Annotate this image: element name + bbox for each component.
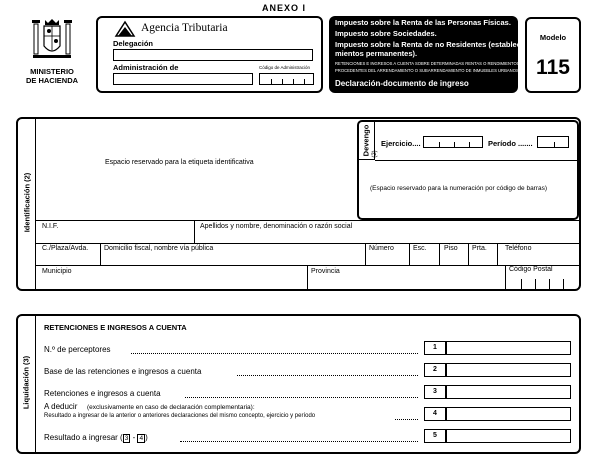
delegacion-field[interactable] [113,49,313,61]
resultado-input[interactable] [446,429,571,443]
devengo-box [357,120,579,220]
administracion-label: Administración de [113,63,179,72]
annex-title: ANEXO I [262,3,307,13]
row4-sublabel: (exclusivamente en caso de declaración complementaria): [87,404,255,411]
row2-label: Base de las retenciones e ingresos a cuenta [44,367,202,376]
box-1-number: 1 [424,341,446,355]
title-line6: PROCEDENTES DEL ARRENDAMIENTO O SUBARRENDAMIENTO DE INMUEBLES URBANOS. [335,68,520,73]
piso-label: Piso [444,245,458,252]
row4-label: A deducir [44,402,78,411]
ministry-line1: MINISTERIO [30,67,74,76]
agency-name: Agencia Tributaria [141,22,228,34]
provincia-label: Provincia [311,268,340,275]
telefono-label: Teléfono [505,245,532,252]
codigo-postal-label: Código Postal [509,266,553,273]
administracion-field[interactable] [113,73,253,85]
apellidos-label: Apellidos y nombre, denominación o razón social [200,223,353,230]
calle-label: C./Plaza/Avda. [42,245,89,252]
row5-label-text: Resultado a ingresar ( [44,433,123,442]
nif-label: N.I.F. [42,223,59,230]
liquidacion-side-label: Liquidación (3) [21,355,31,410]
coat-of-arms-icon [32,16,72,64]
row3-label: Retenciones e ingresos a cuenta [44,389,161,398]
ministry-line2: DE HACIENDA [25,76,79,85]
modelo-box [525,17,581,93]
row5-ref2: 4 [139,435,144,442]
modelo-label: Modelo [539,33,567,42]
codigo-postal-field[interactable] [507,275,577,289]
ejercicio-field[interactable] [423,136,483,148]
prta-label: Prta. [472,245,487,252]
title-line5: RETENCIONES E INGRESOS A CUENTA SOBRE DETERMINADAS RENTAS O RENDIMIENTOS [335,61,520,66]
title-line4: mientos permanentes). [335,49,418,58]
row1-label: N.º de perceptores [44,345,111,354]
liquidacion-heading: RETENCIONES E INGRESOS A CUENTA [44,323,187,332]
row5-mid: - [130,433,138,442]
codigo-administracion-field[interactable] [259,73,314,85]
devengo-label: Devengo [361,124,371,157]
box-5-number: 5 [424,429,446,443]
devengo-note: (2) [372,150,378,158]
label-area-text: Espacio reservado para la etiqueta identificativa [105,159,254,166]
ejercicio-label: Ejercicio.... [381,139,421,148]
apellidos-input[interactable] [197,230,577,241]
periodo-field[interactable] [537,136,569,148]
domicilio-label: Domicilio fiscal, nombre vía pública [104,245,214,252]
retenciones-input[interactable] [446,385,571,399]
row5-ref1: 3 [124,435,129,442]
title-line3: Impuesto sobre la Renta de no Residentes (estableci- [335,40,526,49]
a-deducir-input[interactable] [446,407,571,421]
box-3-number: 3 [424,385,446,399]
row5-label [44,434,148,443]
title-line7: Declaración-documento de ingreso [335,79,469,88]
row5-end: ) [145,433,148,442]
box-4-number: 4 [424,407,446,421]
numero-label: Número [369,245,394,252]
nif-input[interactable] [38,230,192,241]
codigo-administracion-label: Código de Administración [259,65,311,70]
identificacion-side-label: Identificación (2) [22,172,32,233]
title-line1: Impuesto sobre la Renta de las Personas Físicas. [335,18,511,27]
agency-logo-icon [114,20,136,38]
perceptores-input[interactable] [446,341,571,355]
periodo-label: Período ....... [488,139,533,148]
title-line2: Impuesto sobre Sociedades. [335,29,437,38]
base-retenciones-input[interactable] [446,363,571,377]
box-2-number: 2 [424,363,446,377]
esc-label: Esc. [413,245,427,252]
modelo-number: 115 [536,56,570,79]
municipio-label: Municipio [42,268,72,275]
barcode-area-text: (Espacio reservado para la numeración por código de barras) [370,185,548,192]
row4-label2: Resultado a ingresar de la anterior o anteriores declaraciones del mismo concepto, ejercicio y período [44,413,316,419]
delegacion-label: Delegación [113,39,154,48]
